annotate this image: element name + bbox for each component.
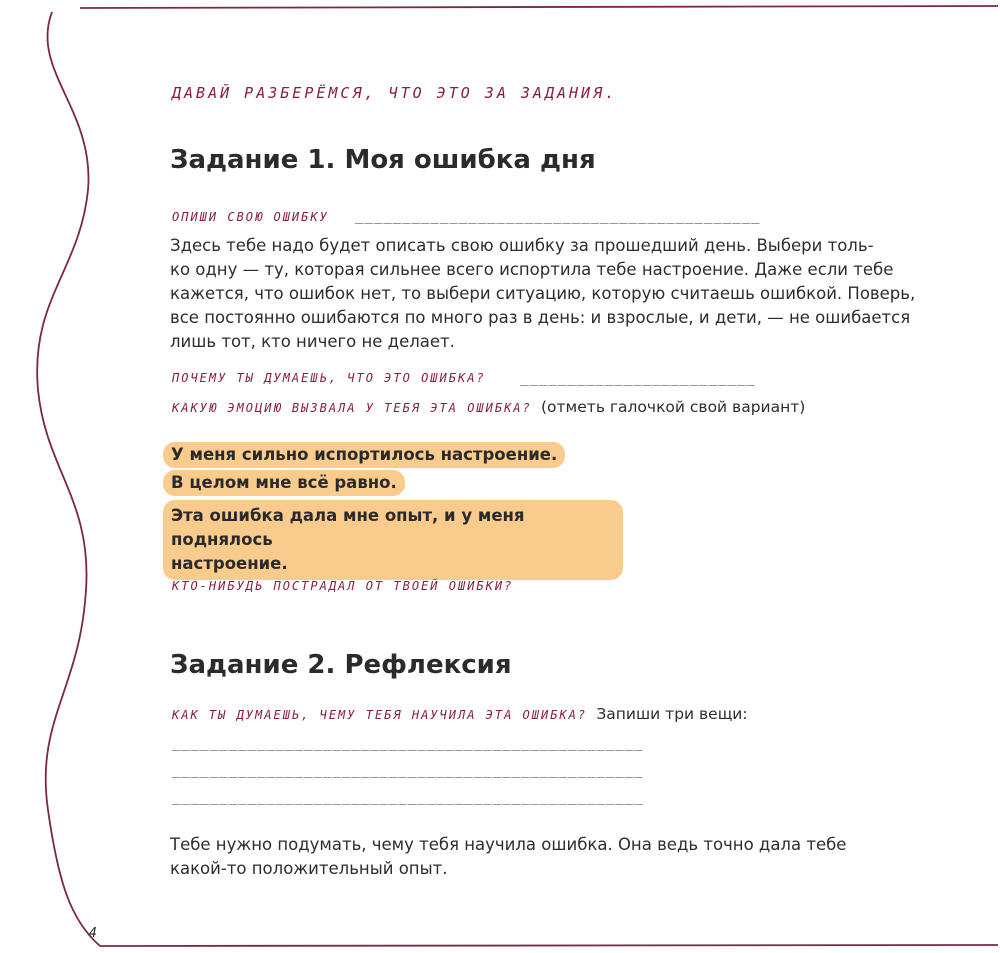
top-border-line (80, 6, 998, 8)
describe-answer-line[interactable]: ___________________________________________ (355, 208, 761, 224)
description-line: ко одну — ту, которая сильнее всего испортила тебе настроение. Даже если тебе (170, 260, 894, 279)
task2-footer-text (170, 833, 930, 881)
emotion-option-bad-mood[interactable]: У меня сильно испортилось настроение. (163, 442, 565, 468)
page-number: 4 (89, 926, 97, 941)
task1-title: Задание 1. Моя ошибка дня (170, 145, 596, 175)
option-line: настроение. (171, 554, 288, 573)
bottom-border-line (100, 945, 998, 946)
prompt-emotion-text: КАКУЮ ЭМОЦИЮ ВЫЗВАЛА У ТЕБЯ ЭТА ОШИБКА? (172, 401, 532, 415)
emotion-option-indifferent[interactable]: В целом мне всё равно. (163, 470, 405, 496)
footer-line: Тебе нужно подумать, чему тебя научила ошибка. Она ведь точно дала тебе (170, 835, 847, 854)
emotion-option-experience[interactable] (163, 500, 623, 580)
learned-answer-line-1[interactable]: __________________________________________________ (172, 735, 644, 751)
prompt-learned (172, 705, 748, 723)
description-line: все постоянно ошибаются по много раз в день: и взрослые, и дети, — не ошибается (170, 308, 911, 327)
task2-title: Задание 2. Рефлексия (170, 650, 512, 680)
footer-line: какой-то положительный опыт. (170, 859, 448, 878)
description-line: Здесь тебе надо будет описать свою ошибку за прошедший день. Выбери толь- (170, 236, 874, 255)
prompt-learned-text: КАК ТЫ ДУМАЕШЬ, ЧЕМУ ТЕБЯ НАУЧИЛА ЭТА ОШИБКА? (172, 708, 588, 722)
prompt-describe-mistake: ОПИШИ СВОЮ ОШИБКУ (172, 210, 329, 224)
wavy-left-border (37, 12, 100, 946)
prompt-someone-hurt: КТО-НИБУДЬ ПОСТРАДАЛ ОТ ТВОЕЙ ОШИБКИ? (172, 579, 514, 593)
intro-heading: ДАВАЙ РАЗБЕРЁМСЯ, ЧТО ЭТО ЗА ЗАДАНИЯ. (172, 84, 618, 102)
prompt-learned-note: Запиши три вещи: (596, 705, 748, 723)
task1-description (170, 234, 940, 354)
description-line: кажется, что ошибок нет, то выбери ситуацию, которую считаешь ошибкой. Поверь, (170, 284, 916, 303)
why-answer-line[interactable]: _________________________ (520, 370, 756, 386)
prompt-emotion (172, 398, 805, 416)
option-line: Эта ошибка дала мне опыт, и у меня поднялось (171, 506, 525, 549)
learned-answer-line-3[interactable]: __________________________________________________ (172, 789, 644, 805)
description-line: лишь тот, кто ничего не делает. (170, 332, 455, 351)
prompt-why-mistake: ПОЧЕМУ ТЫ ДУМАЕШЬ, ЧТО ЭТО ОШИБКА? (172, 371, 486, 385)
learned-answer-line-2[interactable]: __________________________________________________ (172, 762, 644, 778)
emotion-note: (отметь галочкой свой вариант) (541, 398, 806, 416)
